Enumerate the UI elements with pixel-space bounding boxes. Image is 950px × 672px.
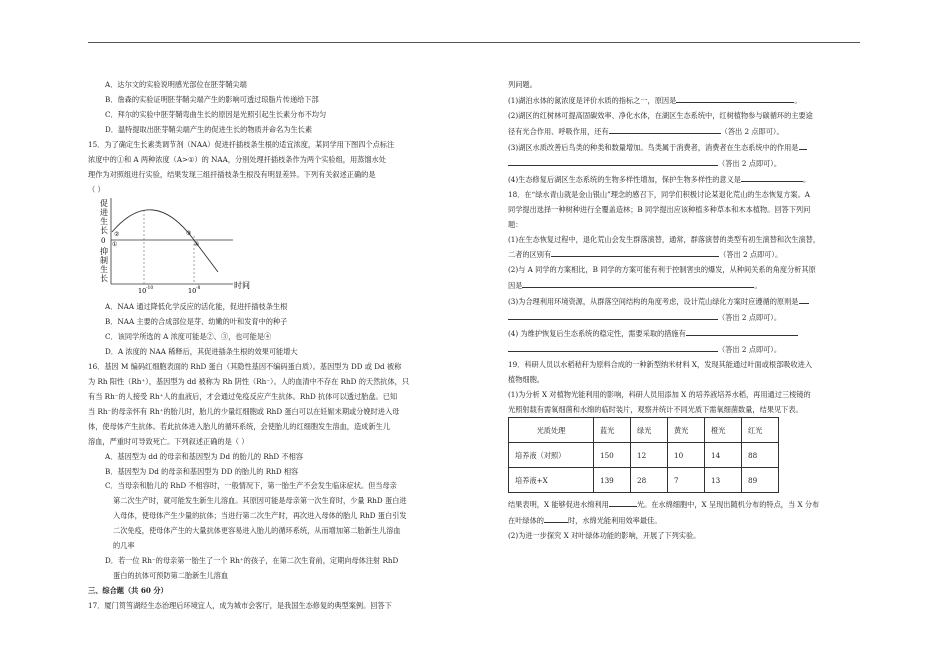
q14-option-d: D．温特提取出胚芽鞘尖端产生的促进生长的物质并命名为生长素 (105, 124, 313, 134)
q17-part-4: (4)生态修复后湖区生态系统的生物多样性增加，保护生物多样性的意义是 。 (508, 174, 811, 184)
q15-option-a: A．NAA 通过降低化学反应的活化能，促进扦插枝条生根 (105, 302, 288, 312)
q16-stem-2: 为 Rh 阳性（Rh⁺），基因型为 dd 被称为 Rh 阴性（Rh⁻）。人的血清中不存在 RhD 的天然抗体，只 (88, 376, 410, 386)
naa-effect-svg (98, 196, 258, 296)
q16-stem-6: 溶血，严重时可导致死亡。下列叙述正确的是（ ） (88, 436, 249, 446)
q16-stem-3: 有当 Rh⁻的人接受 Rh⁺人的血液后，才会通过免疫反应产生抗体。RhD 抗体可以透过胎盘。已知 (88, 391, 398, 401)
q17-part-1: (1)湖泊水体的氮浓度是评价水质的指标之一，原因是 。 (508, 95, 802, 105)
q19-part-2: (2)为进一步探究 X 对叶绿体功能的影响，开展了下列实验。 (508, 531, 701, 541)
point-2: ② (114, 231, 120, 239)
answer-blank[interactable] (544, 515, 568, 523)
answer-blank[interactable] (508, 344, 718, 352)
table-cell: 28 (631, 468, 668, 493)
q18-part-4-line-2: （答出 2 点即可）。 (508, 344, 858, 354)
y-bottom-label-2: 生 (100, 265, 108, 275)
q16-option-d-2: 蛋白的抗体可预防第二胎新生儿溶血 (113, 571, 229, 581)
q16-option-d-1: D．若一位 Rh⁻的母亲第一胎生了一个 Rh⁺的孩子，在第二次生育前，定期向母体注射 RhD (105, 556, 399, 566)
answer-blank[interactable] (676, 95, 794, 103)
q15-stem-2: 浓度中的①和 A 两种浓度（A>①）的 NAA，分别处理扦插枝条作为两个实验组，用蒸馏水处 (88, 154, 386, 164)
table-cell: 139 (594, 468, 631, 493)
right-column (508, 80, 858, 546)
q18-part-1-line-2: 二者的区别有 （答出 2 点即可）。 (508, 250, 783, 260)
q18-part-2-line-2: 因是 。 (508, 281, 762, 291)
answer-blank[interactable] (508, 312, 718, 320)
table-cell: 88 (742, 443, 779, 468)
y-top-label-0: 促 (100, 199, 108, 209)
answer-blank[interactable] (686, 328, 798, 336)
q16-option-c-5: 的几率 (113, 541, 135, 551)
q16-option-c-1: C．当母亲和胎儿的 RhD 不相容时，一般情况下，第一胎生产不会发生临床症状。但当母亲 (105, 481, 397, 491)
answer-blank[interactable] (609, 499, 637, 507)
header-rule (88, 42, 860, 43)
answer-blank[interactable] (508, 158, 718, 166)
table-row (509, 468, 779, 493)
y-top-label-3: 长 (100, 226, 108, 236)
q19-stem-3: (1)为分析 X 对植物光能利用的影响，科研人员用添加 X 的培养液培养水稻，再用通过三棱镜的 (508, 390, 811, 400)
table-header-cell: 黄光 (668, 418, 705, 443)
q18-part-2-line-1: (2)与 A 同学的方案相比，B 同学的方案可能有利于控制害虫的爆发，从种间关系的角度分析其原 (508, 265, 816, 275)
q16-option-a: A．基因型为 dd 的母亲和基因型为 Dd 的胎儿的 RhD 不相容 (105, 451, 304, 461)
tick-2-exp: -8 (196, 286, 201, 292)
q16-option-c-2: 第二次生产时，就可能发生新生儿溶血。其原因可能是母亲第一次生育时，少量 RhD 蛋白进 (113, 496, 407, 506)
q19-stem-4: 光照射载有需氧细菌和水绵的临时装片，观察并统计不同光质下需氧细菌数量，结果见下表。 (508, 405, 803, 415)
q14-option-b: B．詹森的实验证明胚芽鞘尖端产生的影响可透过琼脂片传递给下部 (105, 94, 319, 104)
q19-result-line-1: 结果表明，X 能够促进水绵利用 光。在水绵细胞中，X 呈现出随机分布的特点，当 X 分布 (508, 500, 820, 510)
answer-blank[interactable] (609, 126, 721, 134)
q17-stem-1: 17．厦门筼筜湖经生态治理后环境宜人，成为城市会客厅，是我国生态修复的典型案例。回答下 (88, 601, 392, 611)
q19-result-line-2: 在叶绿体的 时，水绵光能利用效率最佳。 (508, 516, 662, 526)
y-top-label-1: 进 (100, 208, 108, 218)
q16-option-c-3: 入母体，使母体产生少量的抗体；当进行第二次生产时，再次进入母体的胎儿 RhD 蛋白引发 (113, 511, 407, 521)
q18-part-1-line-1: (1)在生态恢复过程中，退化荒山会发生群落演替，通常，群落演替的类型有初生演替和次生演替， (508, 234, 821, 244)
table-header-cell: 橙光 (705, 418, 742, 443)
q17-part-2-line-2: 径有光合作用、呼吸作用，还有 （答出 2 点即可）。 (508, 126, 784, 136)
y-bottom-label-1: 制 (100, 256, 108, 266)
q16-option-c-4: 二次免疫，使母体产生的大量抗体更容易进入胎儿的循环系统，从而增加第二胎新生儿溶血 (113, 526, 401, 536)
growth-curve (112, 210, 218, 272)
q14-option-c: C．拜尔的实验中胚芽鞘弯曲生长的原因是光照引起生长素分布不均匀 (105, 109, 327, 119)
q15-answer-paren: （ ） (88, 184, 105, 194)
table-cell: 10 (668, 443, 705, 468)
q18-part-4-line-1: (4) 为维护恢复后生态系统的稳定性，需要采取的措施有 (508, 328, 858, 338)
q16-stem-1: 16．基因 M 编码红细胞表面的 RhD 蛋白（其隐性基因不编码蛋白质）。基因型为 DD 或 Dd 被称 (88, 361, 402, 371)
q17-part-3-line-1: (3)湖区水质改善后鸟类的种类和数量增加。鸟类属于消费者，消费者在生态系统中的作用是 (508, 142, 858, 152)
section-3-heading: 三、综合题（共 60 分） (88, 586, 168, 596)
y-top-label-2: 生 (100, 217, 108, 227)
table-cell: 14 (705, 443, 742, 468)
q16-option-b: B．基因型为 Dd 的母亲和基因型为 DD 的胎儿的 RhD 相容 (105, 466, 299, 476)
q19-stem-2: 植物细胞。 (508, 375, 544, 385)
q14-option-a: A．达尔文的实验说明感光部位在胚芽鞘尖端 (105, 80, 247, 89)
point-4: ④ (194, 241, 200, 249)
q15-option-b: B．NAA 主要的合成部位是芽、幼嫩的叶和发育中的种子 (105, 316, 288, 326)
point-3: ③ (186, 230, 192, 238)
q17-stem-cont: 列问题。 (508, 80, 537, 89)
table-cell: 培养液+X (509, 468, 594, 493)
table-cell: 89 (742, 468, 779, 493)
table-header-cell: 蓝光 (594, 418, 631, 443)
left-column (88, 80, 438, 616)
table-header-row (509, 418, 779, 443)
q18-stem-3: 题： (508, 219, 523, 229)
tick-1: 10 (138, 287, 147, 296)
q17-part-3-line-2: （答出 2 点即可）。 (508, 158, 858, 168)
y-bottom-label-0: 抑 (100, 247, 108, 257)
table-cell: 培养液（对照） (509, 443, 594, 468)
table-cell: 13 (705, 468, 742, 493)
answer-blank[interactable] (522, 280, 754, 288)
zero-label: 0 (101, 237, 106, 246)
tick-2: 10 (188, 287, 197, 296)
table-cell: 12 (631, 443, 668, 468)
q19-stem-1: 19．科研人员以水稻秸秆为原料合成的一种新型纳米材料 X，发现其能通过叶面或根部吸收进入 (508, 360, 813, 370)
q15-option-d: D．A 浓度的 NAA 稀释后，其促进插条生根的效果可能增大 (105, 346, 298, 356)
light-quality-table (508, 417, 779, 493)
answer-blank[interactable] (551, 249, 719, 257)
naa-effect-figure (98, 196, 258, 296)
table-header-cell: 光质处理 (509, 418, 594, 443)
x-axis-label: 时间 (234, 281, 250, 291)
answer-blank[interactable] (741, 174, 803, 182)
q15-stem-3: 理作为对照组进行实验，结果发现三组扦插枝条生根没有明显差异。下列有关叙述正确的是 (88, 169, 376, 179)
table-header-cell: 绿光 (631, 418, 668, 443)
q15-stem-1: 15．为了确定生长素类调节剂（NAA）促进扦插枝条生根的适宜浓度，某同学用下图四个点标注 (88, 139, 395, 149)
answer-blank[interactable] (799, 142, 807, 150)
q16-stem-4: 当 Rh⁻的母亲怀有 Rh⁺的胎儿时，胎儿的少量红细胞或 RhD 蛋白可以在妊娠末期或分娩时进入母 (88, 406, 400, 416)
table-cell: 7 (668, 468, 705, 493)
point-1: ① (112, 241, 118, 249)
q16-stem-5: 体，使母体产生抗体。若此抗体进入胎儿的循环系统，会使胎儿的红细胞发生溶血，造成新生儿 (88, 421, 390, 431)
table-header-cell: 红光 (742, 418, 779, 443)
table-row (509, 443, 779, 468)
q15-option-c: C．该同学所选的 A 浓度可能是②、③，也可能是④ (105, 331, 272, 341)
q18-part-3-line-1: (3)为合理利用环境资源，从群落空间结构的角度考虑，设计荒山绿化方案时应遵循的原则是 (508, 296, 858, 306)
q18-stem-2: 同学提出选择一种树种进行全覆盖造林；B 同学提出应该种植多种草本和木本植物。回答下列问 (508, 204, 811, 214)
q18-part-3-line-2: （答出 2 点即可）。 (508, 312, 858, 322)
q17-part-2-line-1: (2)湖区的红树林可提高固碳效率、净化水体，在湖区生态系统中，红树植物参与碳循环的主要途 (508, 110, 813, 120)
y-bottom-label-3: 长 (100, 274, 108, 284)
tick-1-exp: -10 (146, 286, 154, 292)
answer-blank[interactable] (799, 296, 809, 304)
table-cell: 150 (594, 443, 631, 468)
q18-stem-1: 18．在“绿水青山就是金山银山”理念的感召下，同学们积极讨论某退化荒山的生态恢复方案。A (508, 189, 811, 199)
